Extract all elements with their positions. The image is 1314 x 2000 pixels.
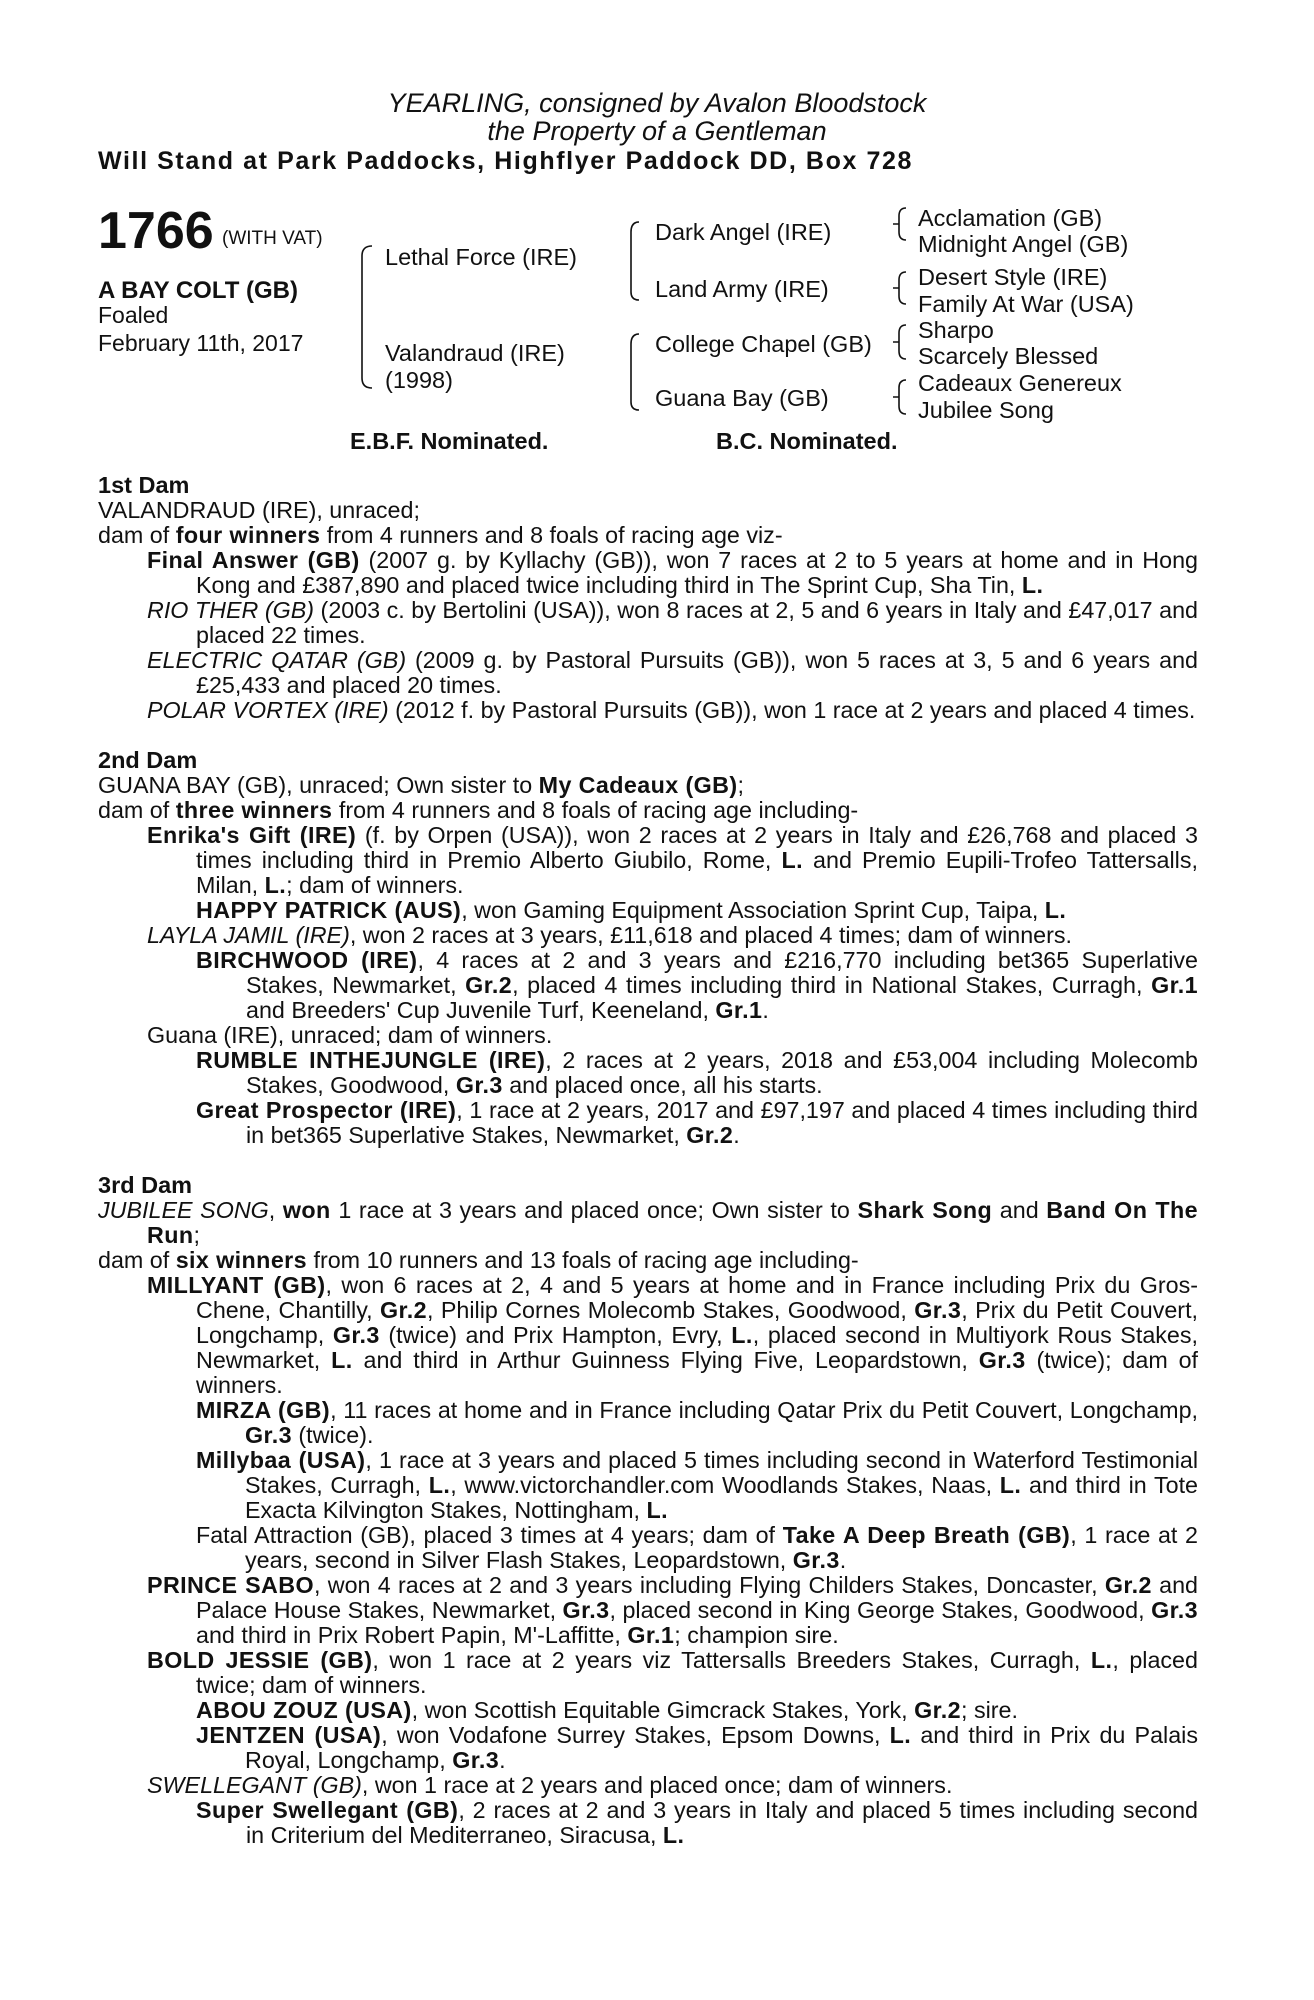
second-dam-heading: 2nd Dam <box>98 747 198 773</box>
produce-entry: PRINCE SABO, won 4 races at 2 and 3 years including Flying Childers Stakes, Doncaster, Gr.2 and Palace House Stakes, Newmarket, Gr.3, placed second in King George Stakes, Goodwood, Gr.3 and third in Prix Robert Papin, M'-Laffitte, Gr.1; champion sire. <box>147 1572 1198 1648</box>
sire-dam: Land Army (IRE) <box>655 276 829 302</box>
dam-dam-dam: Jubilee Song <box>918 397 1054 423</box>
produce-entry: ABOU ZOUZ (USA), won Scottish Equitable Gimcrack Stakes, York, Gr.2; sire. <box>196 1697 1018 1723</box>
header-line-3: Will Stand at Park Paddocks, Highflyer Paddock DD, Box 728 <box>98 147 914 175</box>
third-dam-produce: dam of six winners from 10 runners and 13 foals of racing age including- <box>98 1247 859 1273</box>
bc-nominated: B.C. Nominated. <box>716 428 898 454</box>
foaled-label: Foaled <box>98 302 169 328</box>
produce-entry: Great Prospector (IRE), 1 race at 2 years, 2017 and £97,197 and placed 4 times including third in bet365 Superlative Stakes, Newmarket, Gr.2. <box>196 1097 1198 1148</box>
sire-sire-sire: Acclamation (GB) <box>918 205 1103 231</box>
produce-entry: MIRZA (GB), 11 races at home and in France including Qatar Prix du Petit Couvert, Longchamp, Gr.3 (twice). <box>196 1397 1199 1448</box>
dam-dam: Guana Bay (GB) <box>655 385 829 411</box>
dam-sire-sire: Sharpo <box>918 317 994 343</box>
first-dam-summary: VALANDRAUD (IRE), unraced; <box>98 497 420 523</box>
produce-entry: SWELLEGANT (GB), won 1 race at 2 years and placed once; dam of winners. <box>147 1772 953 1798</box>
produce-entry: Enrika's Gift (IRE) (f. by Orpen (USA)), won 2 races at 2 years in Italy and £26,768 and placed 3 times including third in Premio Alberto Giubilo, Rome, L. and Premio Eupili-Trofeo Tattersalls, Milan, L.; dam of winners. <box>147 822 1198 898</box>
sire-sire-dam: Midnight Angel (GB) <box>918 231 1129 257</box>
produce-entry: POLAR VORTEX (IRE) (2012 f. by Pastoral Pursuits (GB)), won 1 race at 2 years and placed 4 times. <box>147 697 1196 723</box>
lot-name: A BAY COLT (GB) <box>98 277 299 304</box>
sire: Lethal Force (IRE) <box>385 244 577 270</box>
produce-entry: RUMBLE INTHEJUNGLE (IRE), 2 races at 2 years, 2018 and £53,004 including Molecomb Stakes, Goodwood, Gr.3 and placed once, all his starts. <box>196 1047 1198 1098</box>
header-line-1: YEARLING, consigned by Avalon Bloodstock <box>387 88 927 118</box>
third-dam-summary: JUBILEE SONG, won 1 race at 3 years and placed once; Own sister to Shark Song and Band On The Run; <box>98 1197 1198 1248</box>
pedigree-body <box>98 473 1198 1848</box>
lot-number: 1766 <box>98 202 214 260</box>
produce-entry: Fatal Attraction (GB), placed 3 times at 4 years; dam of Take A Deep Breath (GB), 1 race at 2 years, second in Silver Flash Stakes, Leopardstown, Gr.3. <box>196 1522 1199 1573</box>
dam-dam-sire: Cadeaux Genereux <box>918 370 1122 396</box>
second-dam-produce: dam of three winners from 4 runners and 8 foals of racing age including- <box>98 797 859 823</box>
produce-entry: BIRCHWOOD (IRE), 4 races at 2 and 3 years and £216,770 including bet365 Superlative Stakes, Newmarket, Gr.2, placed 4 times including third in National Stakes, Curragh, Gr.1 and Breeders' Cup Juvenile Turf, Keeneland, Gr.1. <box>196 947 1198 1023</box>
produce-entry: Super Swellegant (GB), 2 races at 2 and 3 years in Italy and placed 5 times including second in Criterium del Mediterraneo, Siracusa, L. <box>196 1797 1199 1848</box>
sire-dam-sire: Desert Style (IRE) <box>918 264 1108 290</box>
produce-entry: RIO THER (GB) (2003 c. by Bertolini (USA)), won 8 races at 2, 5 and 6 years in Italy and £47,017 and placed 22 times. <box>147 597 1198 648</box>
produce-entry: HAPPY PATRICK (AUS), won Gaming Equipment Association Sprint Cup, Taipa, L. <box>196 897 1067 923</box>
first-dam-produce: dam of four winners from 4 runners and 8 foals of racing age viz- <box>98 522 783 548</box>
sire-dam-dam: Family At War (USA) <box>918 291 1134 317</box>
produce-entry: MILLYANT (GB), won 6 races at 2, 4 and 5 years at home and in France including Prix du Gros-Chene, Chantilly, Gr.2, Philip Cornes Molecomb Stakes, Goodwood, Gr.3, Prix du Petit Couvert, Longchamp, Gr.3 (twice) and Prix Hampton, Evry, L., placed second in Multiyork Rous Stakes, Newmarket, L. and third in Arthur Guinness Flying Five, Leopardstown, Gr.3 (twice); dam of winners. <box>147 1272 1199 1398</box>
dam-sire: College Chapel (GB) <box>655 331 872 357</box>
first-dam-heading: 1st Dam <box>98 472 190 498</box>
dam-sire-dam: Scarcely Blessed <box>918 343 1099 369</box>
produce-entry: BOLD JESSIE (GB), won 1 race at 2 years viz Tattersalls Breeders Stakes, Curragh, L., placed twice; dam of winners. <box>147 1647 1198 1698</box>
ebf-nominated: E.B.F. Nominated. <box>350 428 549 454</box>
produce-entry: LAYLA JAMIL (IRE), won 2 races at 3 years, £11,618 and placed 4 times; dam of winners. <box>147 922 1073 948</box>
foaled-date: February 11th, 2017 <box>98 330 304 356</box>
third-dam-heading: 3rd Dam <box>98 1172 193 1198</box>
sire-sire: Dark Angel (IRE) <box>655 219 832 245</box>
produce-entry: Final Answer (GB) (2007 g. by Kyllachy (GB)), won 7 races at 2 to 5 years at home and in Hong Kong and £387,890 and placed twice including third in The Sprint Cup, Sha Tin, L. <box>147 547 1198 598</box>
dam: Valandraud (IRE) <box>385 340 565 366</box>
produce-entry: Millybaa (USA), 1 race at 3 years and placed 5 times including second in Waterford Testimonial Stakes, Curragh, L., www.victorchandler.com Woodlands Stakes, Naas, L. and third in Tote Exacta Kilvington Stakes, Nottingham, L. <box>196 1447 1199 1523</box>
dam-year: (1998) <box>385 367 453 393</box>
produce-entry: ELECTRIC QATAR (GB) (2009 g. by Pastoral Pursuits (GB)), won 5 races at 3, 5 and 6 years and £25,433 and placed 20 times. <box>147 647 1198 698</box>
produce-entry: JENTZEN (USA), won Vodafone Surrey Stakes, Epsom Downs, L. and third in Prix du Palais Royal, Longchamp, Gr.3. <box>196 1722 1198 1773</box>
produce-entry: Guana (IRE), unraced; dam of winners. <box>147 1022 553 1048</box>
vat-label: (WITH VAT) <box>222 228 323 249</box>
header-line-2: the Property of a Gentleman <box>487 116 827 146</box>
second-dam-summary: GUANA BAY (GB), unraced; Own sister to My Cadeaux (GB); <box>98 772 745 798</box>
